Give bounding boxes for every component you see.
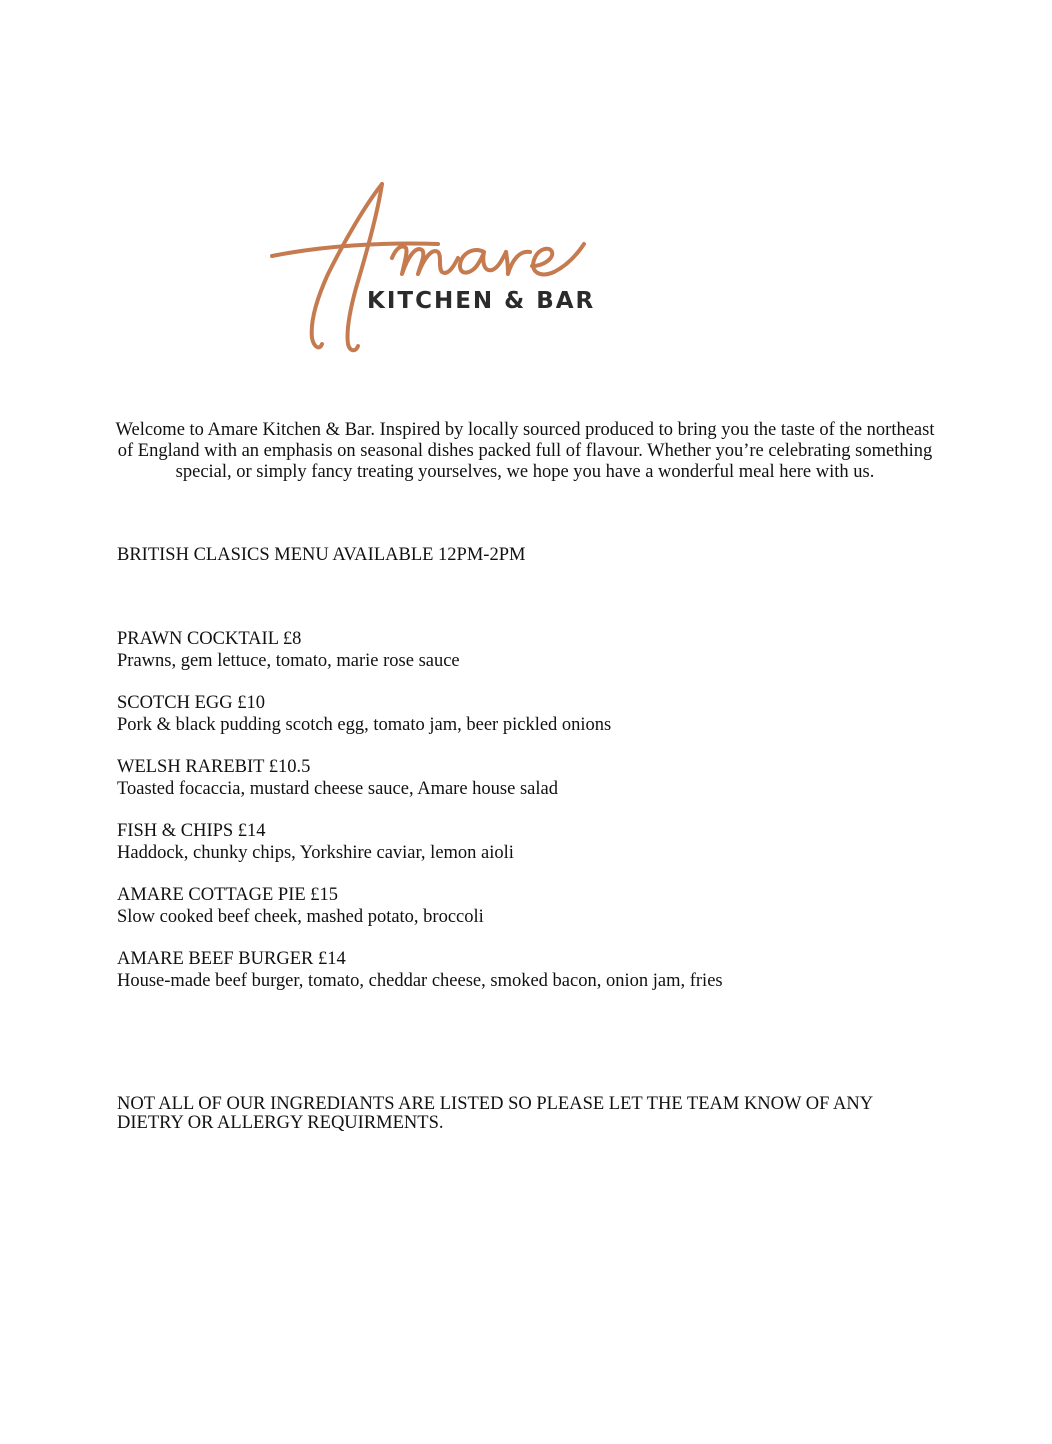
menu-availability: BRITISH CLASICS MENU AVAILABLE 12PM-2PM [117,545,526,565]
menu-item-cottage-pie [117,884,977,948]
allergy-notice: NOT ALL OF OUR INGREDIANTS ARE LISTED SO PLEASE LET THE TEAM KNOW OF ANY DIETRY OR ALLERGY REQUIRMENTS. [117,1094,873,1133]
amare-logo-graphic [262,170,602,360]
menu-list [117,628,977,1012]
menu-item-fish-and-chips [117,820,977,884]
menu-item-description: Toasted focaccia, mustard cheese sauce, Amare house salad [117,779,558,799]
menu-item-description: Slow cooked beef cheek, mashed potato, broccoli [117,907,484,927]
menu-item-name: AMARE COTTAGE PIE £15 [117,885,339,905]
menu-item-welsh-rarebit [117,756,977,820]
menu-item-name: SCOTCH EGG £10 [117,693,266,713]
menu-item-description: Pork & black pudding scotch egg, tomato jam, beer pickled onions [117,715,612,735]
menu-item-description: Haddock, chunky chips, Yorkshire caviar, lemon aioli [117,843,514,863]
logo-subtitle: KITCHEN & BAR [367,288,596,314]
menu-item-name: WELSH RAREBIT £10.5 [117,757,311,777]
menu-item-name: PRAWN COCKTAIL £8 [117,629,302,649]
menu-item-prawn-cocktail [117,628,977,692]
menu-item-beef-burger [117,948,977,1012]
menu-item-description: House-made beef burger, tomato, cheddar cheese, smoked bacon, onion jam, fries [117,971,723,991]
menu-item-name: AMARE BEEF BURGER £14 [117,949,346,969]
amare-logo [262,170,602,360]
menu-item-scotch-egg [117,692,977,756]
welcome-intro: Welcome to Amare Kitchen & Bar. Inspired by locally sourced produced to bring you the taste of the northeast of England with an emphasis on seasonal dishes packed full of flavour. Whether you’re celebrating something special, or simply fancy treating yourselves, we hope you have a wonderful meal here with us. [115,420,935,482]
menu-item-name: FISH & CHIPS £14 [117,821,266,841]
menu-item-description: Prawns, gem lettuce, tomato, marie rose sauce [117,651,460,671]
